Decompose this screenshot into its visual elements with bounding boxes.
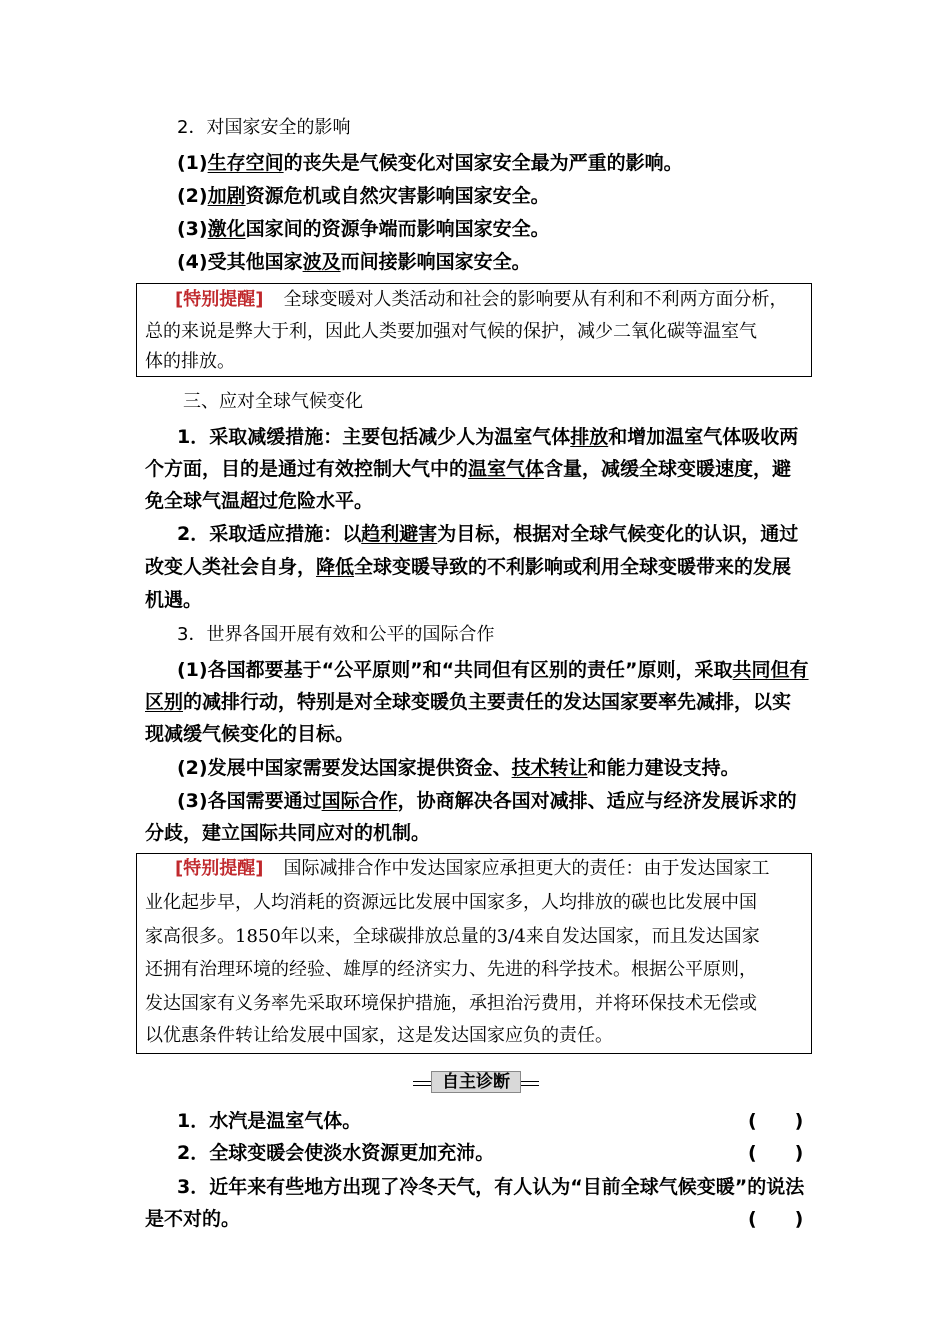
paragraph: 2．采取适应措施：以趋利避害为目标，根据对全球气候变化的认识，通过	[177, 523, 799, 545]
answer-blank[interactable]: ( )	[748, 1142, 804, 1164]
special-reminder-box: [特别提醒] 国际减排合作中发达国家应承担更大的责任：由于发达国家工 业化起步早，人均消耗的资源远比发展中国家多，人均排放的碳也比发展中国 家高很多。1850年以来，全球碳排放总量的3/4来自发达国家，而且发达国家 还拥有治理环境的经验、雄厚的经济实力、先进的科学技术。根据公平原则， 发达国家有义务率先采取环境保护措施，承担治污费用，并将环保技术无偿或 以优惠条件转让给发展中国家，这是发达国家应负的责任。	[136, 853, 812, 1054]
paragraph: 1．采取减缓措施：主要包括减少人为温室气体排放和增加温室气体吸收两	[177, 426, 799, 448]
question-3: 3．近年来有些地方出现了冷冬天气，有人认为“目前全球气候变暖”的说法	[177, 1176, 805, 1198]
list-item: (1)各国都要基于“公平原则”和“共同但有区别的责任”原则，采取共同但有	[177, 659, 809, 681]
section-heading-response: 三、应对全球气候变化	[183, 391, 363, 412]
list-item: (2)发展中国家需要发达国家提供资金、技术转让和能力建设支持。	[177, 757, 740, 779]
list-item: (1)生存空间的丧失是气候变化对国家安全最为严重的影响。	[177, 152, 683, 174]
question-2: 2．全球变暖会使淡水资源更加充沛。	[177, 1142, 495, 1164]
answer-blank[interactable]: ( )	[748, 1110, 804, 1132]
self-diagnosis-banner: 自主诊断	[413, 1071, 539, 1093]
special-reminder-label: [特别提醒]	[175, 858, 264, 879]
subsection-heading: 3．世界各国开展有效和公平的国际合作	[177, 624, 495, 645]
answer-blank[interactable]: ( )	[748, 1208, 804, 1230]
document-page: 2．对国家安全的影响 (1)生存空间的丧失是气候变化对国家安全最为严重的影响。 (2)加剧资源危机或自然灾害影响国家安全。 (3)激化国家间的资源争端而影响国家安全。 (4)受其他国家波及而间接影响国家安全。 [特别提醒] 全球变暖对人类活动和社会的影响要从有利和不利两方面分析， 总的来说是弊大于利，因此人类要加强对气候的保护，减少二氧化碳等温室气 体的排放。 三、应对全球气候变化 1．采取减缓措施：主要包括减少人为温室气体排放和增加温室气体吸收两 个方面，目的是通过有效控制大气中的温室气体含量，减缓全球变暖速度，避 免全球气温超过危险水平。 2．采取适应措施：以趋利避害为目标，根据对全球气候变化的认识，通过 改变人类社会自身，降低全球变暖导致的不利影响或利用全球变暖带来的发展 机遇。 3．世界各国开展有效和公平的国际合作 (1)各国都要基于“公平原则”和“共同但有区别的责任”原则，采取共同但有 区别的减排行动，特别是对全球变暖负主要责任的发达国家要率先减排，以实 现减缓气候变化的目标。 (2)发展中国家需要发达国家提供资金、技术转让和能力建设支持。 (3)各国需要通过国际合作，协商解决各国对减排、适应与经济发展诉求的 分歧，建立国际共同应对的机制。 [特别提醒] 国际减排合作中发达国家应承担更大的责任：由于发达国家工 业化起步早，人均消耗的资源远比发展中国家多，人均排放的碳也比发展中国 家高很多。1850年以来，全球碳排放总量的3/4来自发达国家，而且发达国家 还拥有治理环境的经验、雄厚的经济实力、先进的科学技术。根据公平原则， 发达国家有义务率先采取环境保护措施，承担治污费用，并将环保技术无偿或 以优惠条件转让给发展中国家，这是发达国家应负的责任。 自主诊断 1．水汽是温室气体。 ( ) 2．全球变暖会使淡水资源更加充沛。 ( ) 3．近年来有些地方出现了冷冬天气，有人认为“目前全球气候变暖”的说法 是不对的。 ( )	[0, 0, 950, 1344]
list-item: (3)激化国家间的资源争端而影响国家安全。	[177, 218, 550, 240]
question-1: 1．水汽是温室气体。	[177, 1110, 362, 1132]
list-item: (2)加剧资源危机或自然灾害影响国家安全。	[177, 185, 550, 207]
list-item: (4)受其他国家波及而间接影响国家安全。	[177, 251, 531, 273]
special-reminder-label: [特别提醒]	[175, 289, 264, 310]
section-heading-national-security: 2．对国家安全的影响	[177, 117, 351, 138]
list-item: (3)各国需要通过国际合作，协商解决各国对减排、适应与经济发展诉求的	[177, 790, 797, 812]
special-reminder-box: [特别提醒] 全球变暖对人类活动和社会的影响要从有利和不利两方面分析， 总的来说是弊大于利，因此人类要加强对气候的保护，减少二氧化碳等温室气 体的排放。	[136, 283, 812, 377]
